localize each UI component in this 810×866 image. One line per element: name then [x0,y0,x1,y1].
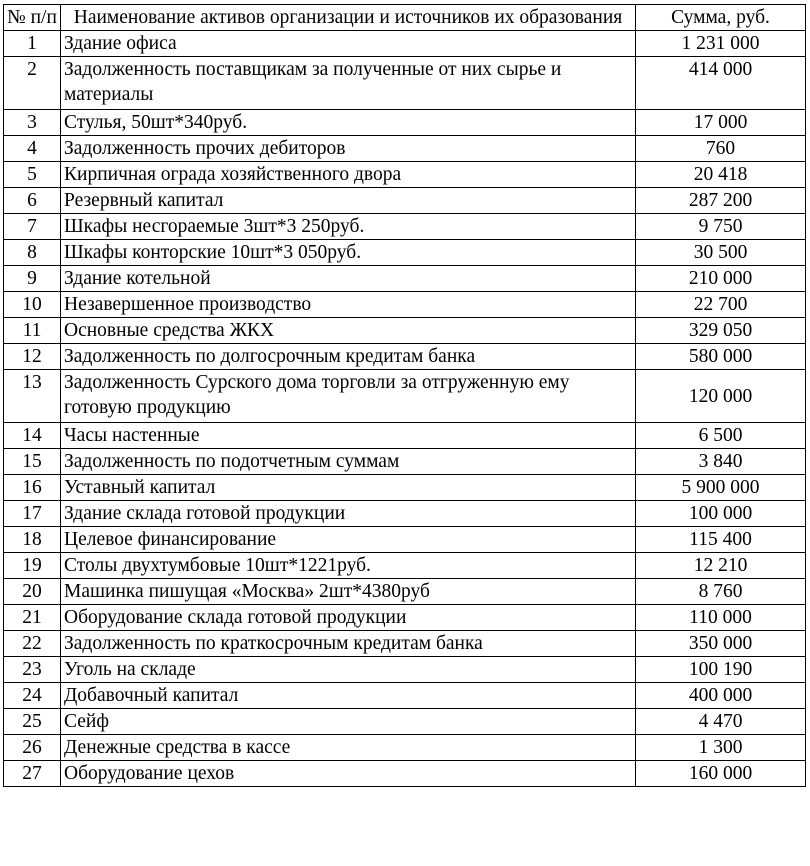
row-name: Задолженность по краткосрочным кредитам банка [61,631,636,657]
table-row [4,292,806,318]
row-number: 21 [4,605,61,631]
row-number: 5 [4,162,61,188]
table-row [4,370,806,423]
row-number: 11 [4,318,61,344]
table-row [4,735,806,761]
row-number: 1 [4,31,61,57]
row-sum: 4 470 [636,709,806,735]
row-name: Добавочный капитал [61,683,636,709]
row-sum: 6 500 [636,423,806,449]
header-num: № п/п [4,5,61,31]
row-number: 9 [4,266,61,292]
header-sum: Сумма, руб. [636,5,806,31]
row-number: 18 [4,527,61,553]
row-sum: 8 760 [636,579,806,605]
row-number: 2 [4,57,61,110]
row-sum: 1 300 [636,735,806,761]
table-row [4,527,806,553]
row-sum: 5 900 000 [636,475,806,501]
row-sum: 160 000 [636,761,806,787]
row-name: Оборудование цехов [61,761,636,787]
row-name: Основные средства ЖКХ [61,318,636,344]
row-number: 27 [4,761,61,787]
row-number: 12 [4,344,61,370]
row-name: Стулья, 50шт*340руб. [61,110,636,136]
row-name: Машинка пишущая «Москва» 2шт*4380руб [61,579,636,605]
row-sum: 350 000 [636,631,806,657]
row-name: Здание котельной [61,266,636,292]
table-row [4,449,806,475]
row-number: 22 [4,631,61,657]
row-sum: 115 400 [636,527,806,553]
row-name: Часы настенные [61,423,636,449]
row-number: 10 [4,292,61,318]
row-name: Резервный капитал [61,188,636,214]
table-row [4,423,806,449]
row-name: Уставный капитал [61,475,636,501]
row-number: 17 [4,501,61,527]
table-row [4,188,806,214]
row-name: Сейф [61,709,636,735]
row-name: Здание склада готовой продукции [61,501,636,527]
row-sum: 760 [636,136,806,162]
row-number: 8 [4,240,61,266]
row-name: Задолженность по долгосрочным кредитам банка [61,344,636,370]
table-row [4,657,806,683]
row-number: 13 [4,370,61,423]
row-sum: 12 210 [636,553,806,579]
table-row [4,631,806,657]
table-header-row [4,5,806,31]
table-row [4,240,806,266]
row-sum: 120 000 [636,370,806,423]
assets-table [3,4,806,787]
row-number: 15 [4,449,61,475]
row-name: Столы двухтумбовые 10шт*1221руб. [61,553,636,579]
row-name: Задолженность по подотчетным суммам [61,449,636,475]
row-sum: 287 200 [636,188,806,214]
row-number: 26 [4,735,61,761]
row-name: Незавершенное производство [61,292,636,318]
row-number: 20 [4,579,61,605]
table-row [4,110,806,136]
row-number: 24 [4,683,61,709]
row-sum: 580 000 [636,344,806,370]
row-name: Оборудование склада готовой продукции [61,605,636,631]
table-row [4,318,806,344]
row-sum: 9 750 [636,214,806,240]
table-row [4,57,806,110]
table-row [4,136,806,162]
assets-table-body [4,5,806,787]
row-name: Уголь на складе [61,657,636,683]
row-name: Шкафы конторские 10шт*3 050руб. [61,240,636,266]
table-row [4,709,806,735]
row-name: Задолженность Сурского дома торговли за отгруженную ему готовую продукцию [61,370,636,423]
row-sum: 3 840 [636,449,806,475]
row-sum: 20 418 [636,162,806,188]
row-sum: 1 231 000 [636,31,806,57]
row-name: Шкафы несгораемые 3шт*3 250руб. [61,214,636,240]
row-name: Задолженность поставщикам за полученные от них сырье и материалы [61,57,636,110]
table-row [4,266,806,292]
row-sum: 400 000 [636,683,806,709]
table-row [4,579,806,605]
table-row [4,501,806,527]
row-number: 16 [4,475,61,501]
table-row [4,162,806,188]
row-number: 7 [4,214,61,240]
row-sum: 100 000 [636,501,806,527]
table-row [4,605,806,631]
row-number: 6 [4,188,61,214]
header-name: Наименование активов организации и источников их образования [61,5,636,31]
table-row [4,475,806,501]
table-row [4,761,806,787]
row-sum: 17 000 [636,110,806,136]
row-number: 19 [4,553,61,579]
table-row [4,31,806,57]
row-sum: 110 000 [636,605,806,631]
row-name: Здание офиса [61,31,636,57]
row-sum: 329 050 [636,318,806,344]
row-sum: 210 000 [636,266,806,292]
row-name: Задолженность прочих дебиторов [61,136,636,162]
row-number: 25 [4,709,61,735]
row-sum: 414 000 [636,57,806,110]
row-sum: 30 500 [636,240,806,266]
table-row [4,214,806,240]
row-number: 3 [4,110,61,136]
row-name: Целевое финансирование [61,527,636,553]
row-number: 14 [4,423,61,449]
row-sum: 22 700 [636,292,806,318]
row-number: 4 [4,136,61,162]
row-name: Денежные средства в кассе [61,735,636,761]
row-name: Кирпичная ограда хозяйственного двора [61,162,636,188]
table-row [4,344,806,370]
table-row [4,553,806,579]
row-sum: 100 190 [636,657,806,683]
row-number: 23 [4,657,61,683]
table-row [4,683,806,709]
